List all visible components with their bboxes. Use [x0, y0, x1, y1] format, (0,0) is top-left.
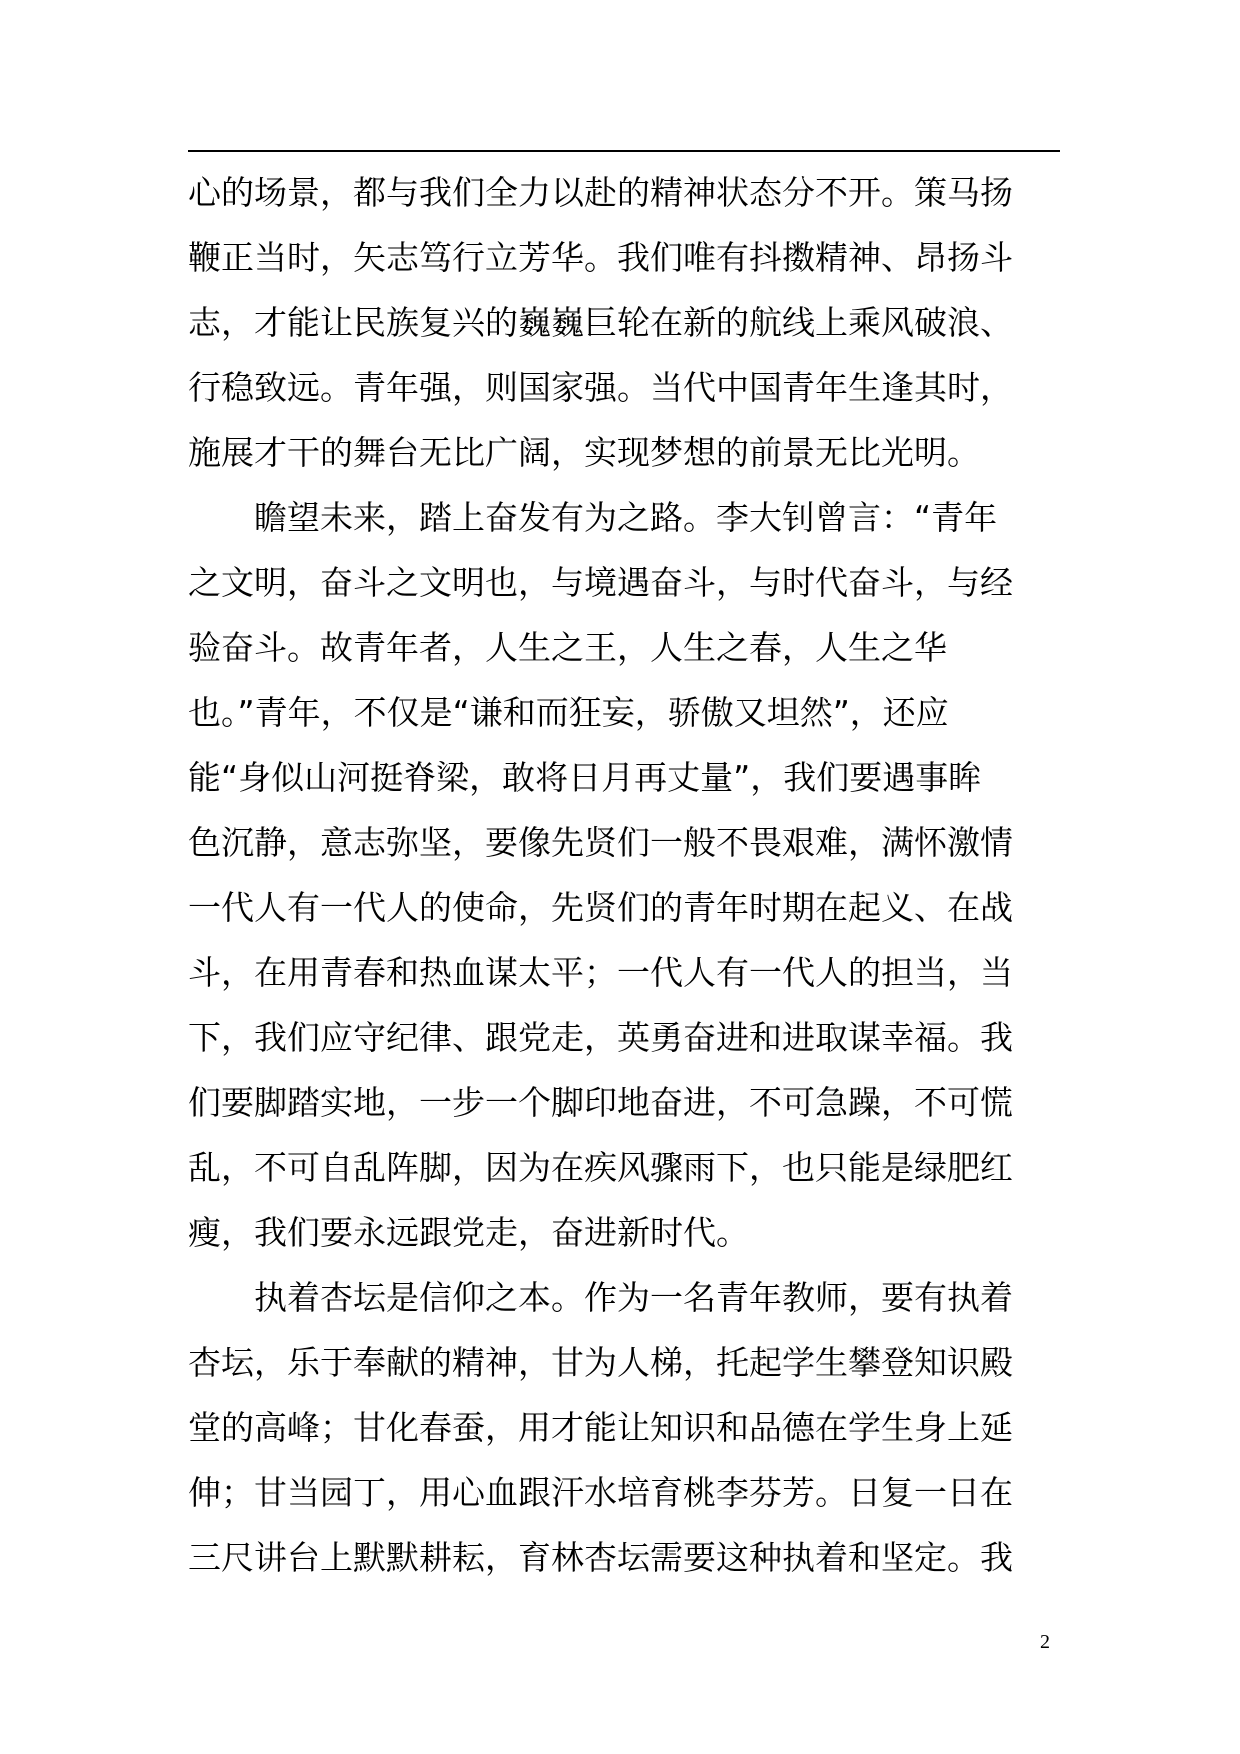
text-line: 也。”青年，不仅是“谦和而狂妄，骄傲又坦然”，还应: [188, 693, 949, 732]
text-line: 心的场景，都与我们全力以赴的精神状态分不开。策马扬: [188, 173, 1013, 212]
text-line: 斗，在用青春和热血谋太平；一代人有一代人的担当，当: [188, 953, 1013, 992]
text-line: 验奋斗。故青年者，人生之王，人生之春，人生之华: [188, 628, 947, 667]
header-rule: [188, 150, 1060, 152]
text-line: 一代人有一代人的使命，先贤们的青年时期在起义、在战: [188, 888, 1013, 927]
text-line: 执着杏坛是信仰之本。作为一名青年教师，要有执着: [188, 1278, 1013, 1317]
text-line: 们要脚踏实地，一步一个脚印地奋进，不可急躁，不可慌: [188, 1083, 1013, 1122]
text-line: 色沉静，意志弥坚，要像先贤们一般不畏艰难，满怀激情: [188, 823, 1013, 862]
text-line: 能“身似山河挺脊梁，敢将日月再丈量”，我们要遇事眸: [188, 758, 982, 797]
text-line: 瘦，我们要永远跟党走，奋进新时代。: [188, 1213, 749, 1252]
text-line: 之文明，奋斗之文明也，与境遇奋斗，与时代奋斗，与经: [188, 563, 1013, 602]
text-line: 志，才能让民族复兴的巍巍巨轮在新的航线上乘风破浪、: [188, 303, 1013, 342]
text-line: 下，我们应守纪律、跟党走，英勇奋进和进取谋幸福。我: [188, 1018, 1013, 1057]
body-text: [188, 160, 1060, 1590]
text-line: 三尺讲台上默默耕耘，育林杏坛需要这种执着和坚定。我: [188, 1538, 1013, 1577]
text-line: 杏坛，乐于奉献的精神，甘为人梯，托起学生攀登知识殿: [188, 1343, 1013, 1382]
text-line: 堂的高峰；甘化春蚕，用才能让知识和品德在学生身上延: [188, 1408, 1013, 1447]
text-line: 伸；甘当园丁，用心血跟汗水培育桃李芬芳。日复一日在: [188, 1473, 1013, 1512]
page-number: 2: [1040, 1631, 1050, 1653]
text-line: 施展才干的舞台无比广阔，实现梦想的前景无比光明。: [188, 433, 980, 472]
text-line: 瞻望未来，踏上奋发有为之路。李大钊曾言：“青年: [188, 498, 998, 537]
text-line: 行稳致远。青年强，则国家强。当代中国青年生逢其时，: [188, 368, 1013, 407]
text-line: 鞭正当时，矢志笃行立芳华。我们唯有抖擞精神、昂扬斗: [188, 238, 1013, 277]
text-line: 乱，不可自乱阵脚，因为在疾风骤雨下，也只能是绿肥红: [188, 1148, 1013, 1187]
